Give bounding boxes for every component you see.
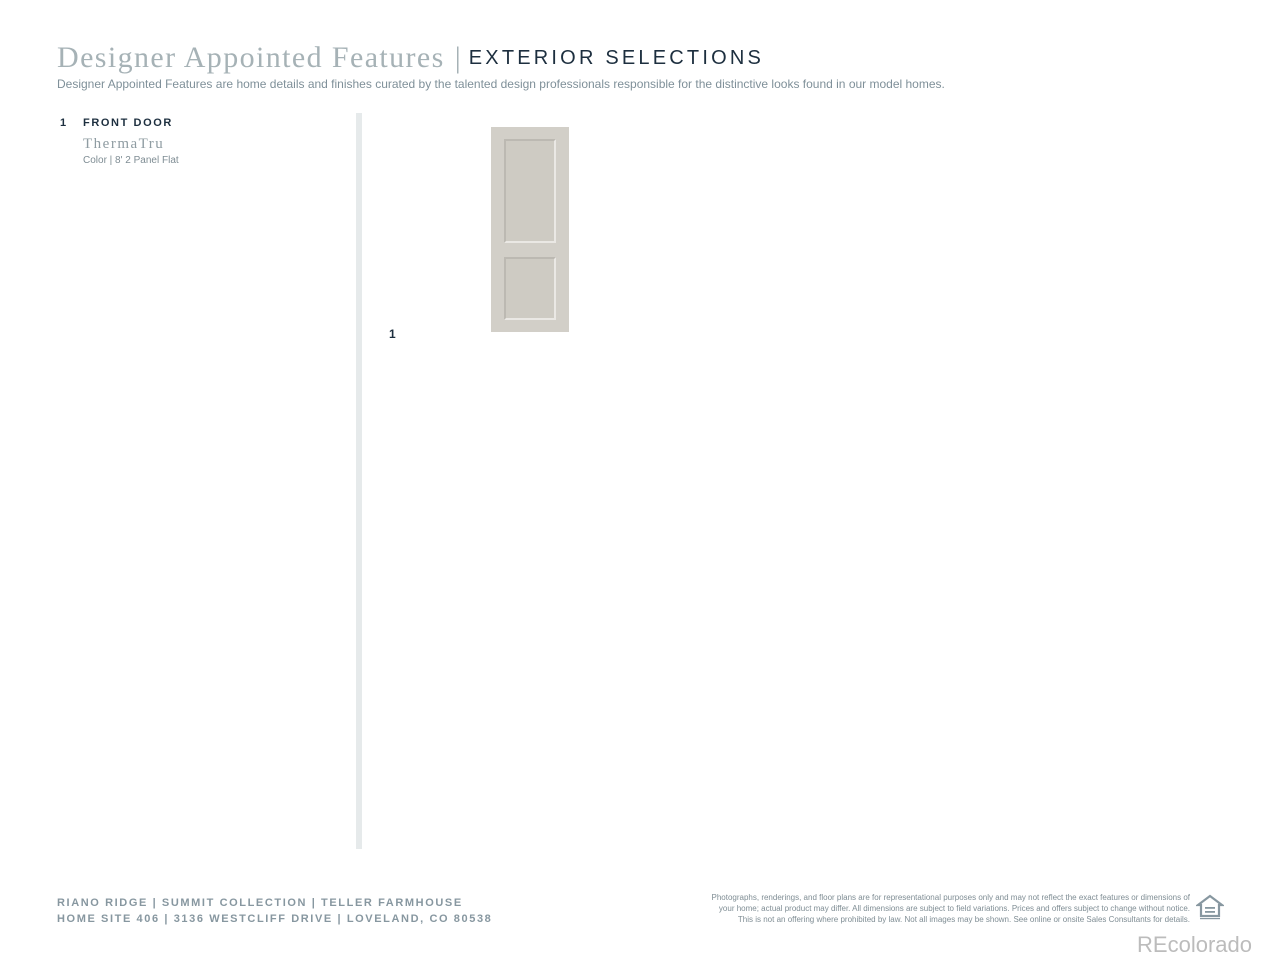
feature-name: FRONT DOOR [83,117,173,129]
title-separator: | [454,41,461,74]
door-lower-panel [504,257,556,320]
legal-disclaimer [630,892,1190,925]
door-upper-panel [504,139,556,243]
footer-community-line: RIANO RIDGE | SUMMIT COLLECTION | TELLER FARMHOUSE [57,897,463,909]
page-header [57,40,764,76]
watermark: REcolorado [1137,932,1252,957]
vertical-divider [356,113,362,849]
page-subtitle: EXTERIOR SELECTIONS [468,47,765,69]
feature-item [60,117,340,177]
intro-text: Designer Appointed Features are home details and finishes curated by the talented design professionals responsible for the distinctive looks found in our model homes. [57,77,945,91]
feature-number: 1 [60,117,67,129]
footer-homesite-line: HOME SITE 406 | 3136 WESTCLIFF DRIVE | LOVELAND, CO 80538 [57,913,493,925]
door-panel-image [491,127,569,332]
image-number: 1 [389,327,396,341]
feature-list [60,117,340,177]
disclaimer-line: your home; actual product may differ. All dimensions are subject to field variations. Prices and offers subject to change without notice. [718,904,1190,913]
equal-housing-opportunity-icon [1196,894,1224,922]
feature-brand: ThermaTru [83,136,165,152]
disclaimer-line: This is not an offering where prohibited by law. Not all images may be shown. See online or onsite Sales Consultants for details. [737,915,1190,924]
page-title: Designer Appointed Features [57,41,445,74]
footer-address [57,895,492,927]
feature-detail: Color | 8' 2 Panel Flat [83,155,179,166]
disclaimer-line: Photographs, renderings, and floor plans are for representational purposes only and may not reflect the exact features or dimensions of [711,893,1190,902]
